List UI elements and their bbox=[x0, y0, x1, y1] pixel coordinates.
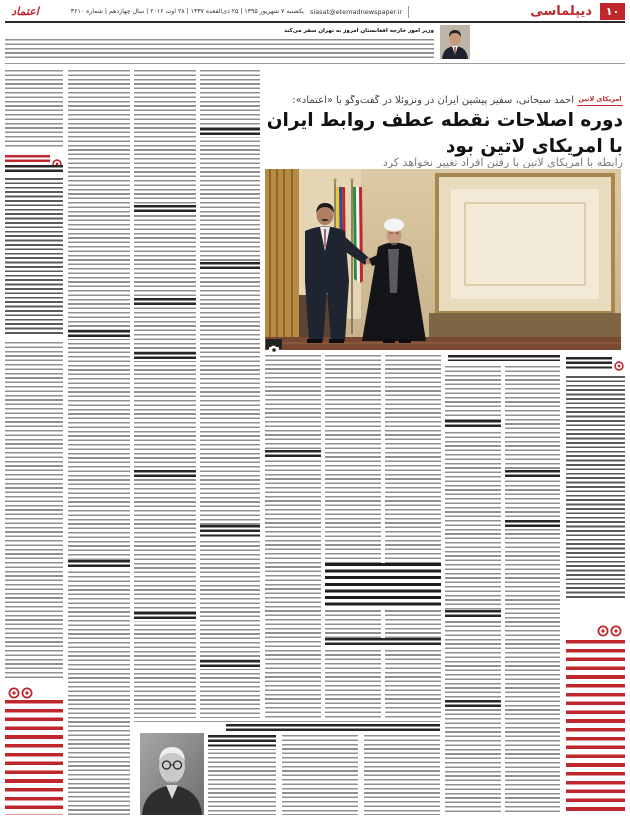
news-brief-text bbox=[5, 70, 63, 148]
bold-question-line bbox=[200, 128, 260, 137]
bold-question-line bbox=[445, 700, 501, 709]
bold-question-line bbox=[134, 205, 196, 214]
bold-question-line bbox=[505, 470, 560, 479]
article-text-column bbox=[364, 735, 440, 815]
quote-circles-icon bbox=[8, 684, 34, 696]
bold-question-line bbox=[134, 470, 196, 479]
article-text-column bbox=[445, 366, 501, 815]
article-text-column bbox=[505, 366, 560, 815]
article-kicker: احمد سبحانی، سفیر پیشین ایران در ونزوئلا در گفت‌وگو با «اعتماد»: bbox=[292, 95, 574, 106]
header-divider bbox=[408, 6, 409, 18]
brief-headline[interactable]: وزیر امور خارجه افغانستان امروز به تهران سفر می‌کند bbox=[284, 28, 434, 34]
article-text-column bbox=[282, 735, 358, 815]
bold-question-line bbox=[325, 638, 441, 647]
section-title: دیپلماسی bbox=[530, 4, 592, 19]
meeting-photo-image bbox=[265, 169, 621, 350]
quote-circles-icon bbox=[597, 622, 623, 634]
headline-line-2[interactable]: با امریکای لاتین بود bbox=[445, 136, 623, 157]
news-brief-heading[interactable] bbox=[5, 155, 50, 164]
bold-question-line bbox=[445, 420, 501, 429]
bold-question-line bbox=[200, 262, 260, 271]
brief-portrait-photo[interactable] bbox=[440, 25, 470, 59]
main-article-photo[interactable] bbox=[265, 169, 621, 350]
article-text-column bbox=[385, 355, 441, 718]
article-text-column bbox=[265, 355, 321, 718]
article-text-column bbox=[325, 355, 381, 718]
brief-body-text bbox=[5, 39, 434, 60]
bottom-article-rule bbox=[134, 721, 440, 722]
portrait-image bbox=[140, 733, 204, 815]
bold-question-line bbox=[68, 330, 130, 339]
bold-question-line bbox=[445, 610, 501, 619]
article-subhead: رابطه با امریکای لاتین با رفتن افراد تغییر نخواهد کرد bbox=[382, 157, 623, 168]
bottom-article-headline[interactable] bbox=[226, 724, 440, 731]
pull-quote-text bbox=[566, 640, 625, 815]
camera-icon bbox=[266, 344, 282, 354]
section-email[interactable]: siasat@etemadnewspaper.ir bbox=[310, 8, 403, 16]
page-number: ۱۰ bbox=[600, 3, 625, 20]
header-rule bbox=[5, 21, 625, 23]
bottom-article-portrait[interactable] bbox=[140, 733, 204, 815]
bold-question-line bbox=[200, 660, 260, 669]
bold-question-line bbox=[134, 298, 196, 307]
article-text-column bbox=[200, 70, 260, 718]
sidebar-text bbox=[566, 376, 625, 600]
photo-credit-tag bbox=[266, 339, 282, 349]
red-ring-icon bbox=[52, 154, 62, 164]
pull-quote-text bbox=[5, 700, 63, 815]
sidebar-heading[interactable] bbox=[566, 357, 612, 371]
bold-question-line bbox=[134, 352, 196, 361]
red-ring-icon bbox=[614, 356, 624, 366]
topic-tag[interactable]: امریکای لاتین bbox=[577, 95, 623, 106]
headline-line-1[interactable]: دوره اصلاحات نقطه عطف روابط ایران bbox=[266, 110, 623, 131]
bold-question-line bbox=[134, 612, 196, 621]
bottom-article-lead bbox=[208, 735, 276, 749]
issue-date-line: یکشنبه ۷ شهریور ۱۳۹۵ | ۲۵ ذی‌القعده ۱۴۳۷ | ۲۸ اوت ۲۰۱۶ | سال چهاردهم | شماره ۳۶۱۰ bbox=[70, 8, 304, 15]
article-text-column bbox=[68, 70, 130, 815]
news-brief-text bbox=[5, 178, 63, 334]
author-byline[interactable] bbox=[448, 355, 560, 361]
bold-question-line bbox=[68, 560, 130, 569]
section-rule bbox=[5, 63, 625, 64]
bold-question-line bbox=[200, 525, 260, 539]
news-brief-heading[interactable] bbox=[5, 165, 63, 174]
portrait-image bbox=[440, 25, 470, 59]
newspaper-logo[interactable]: اعتماد bbox=[11, 5, 39, 18]
news-brief-text bbox=[5, 342, 63, 678]
bold-question-line bbox=[265, 450, 321, 459]
bold-question-line bbox=[505, 520, 560, 529]
highlighted-question bbox=[325, 563, 441, 609]
